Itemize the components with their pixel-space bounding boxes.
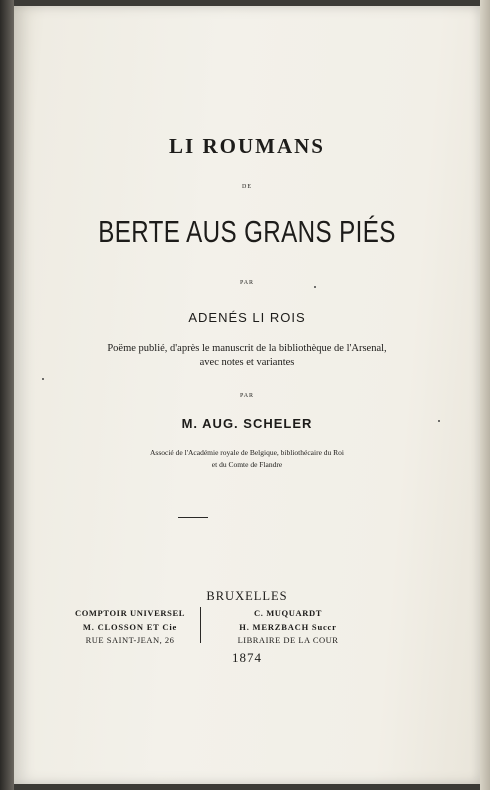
publication-year: 1874 (232, 650, 262, 665)
foxing-spot (42, 378, 44, 380)
publisher-left (50, 607, 210, 647)
publisher-right-line-2: H. MERZBACH Succr (239, 622, 337, 632)
publisher-left-line-3: RUE SAINT-JEAN, 26 (85, 635, 175, 645)
publisher-right-line-1: C. MUQUARDT (254, 608, 322, 618)
title-page (14, 6, 480, 784)
author-name: ADENÉS LI ROIS (188, 310, 306, 325)
editor-name: M. AUG. SCHELER (181, 416, 313, 431)
description-line-1: Poëme publié, d'après le manuscrit de la bibliothèque de l'Arsenal, (107, 343, 387, 354)
editor-note-line-1: Associé de l'Académie royale de Belgique, bibliothécaire du Roi (150, 448, 344, 457)
publication-city: BRUXELLES (206, 589, 288, 603)
foxing-spot (438, 420, 440, 422)
editor-note-line-2: et du Comte de Flandre (211, 460, 283, 469)
publisher-left-line-2: M. CLOSSON ET Cie (82, 622, 178, 632)
connector-de: DE (242, 184, 252, 190)
connector-par-1: PAR (239, 280, 255, 286)
series-title: LI ROUMANS (169, 134, 325, 158)
publisher-right (208, 607, 368, 647)
book-spine-shadow (0, 0, 14, 790)
publisher-separator (200, 607, 201, 643)
publisher-right-line-3: LIBRAIRE DE LA COUR (237, 635, 339, 645)
description-line-2: avec notes et variantes (199, 357, 295, 368)
foxing-spot (314, 286, 316, 288)
publisher-left-line-1: COMPTOIR UNIVERSEL (74, 608, 186, 618)
page-edge (480, 0, 490, 790)
divider-rule (178, 517, 208, 518)
connector-par-2: PAR (239, 393, 255, 399)
main-title: BERTE AUS GRANS PIÉS (98, 214, 396, 249)
